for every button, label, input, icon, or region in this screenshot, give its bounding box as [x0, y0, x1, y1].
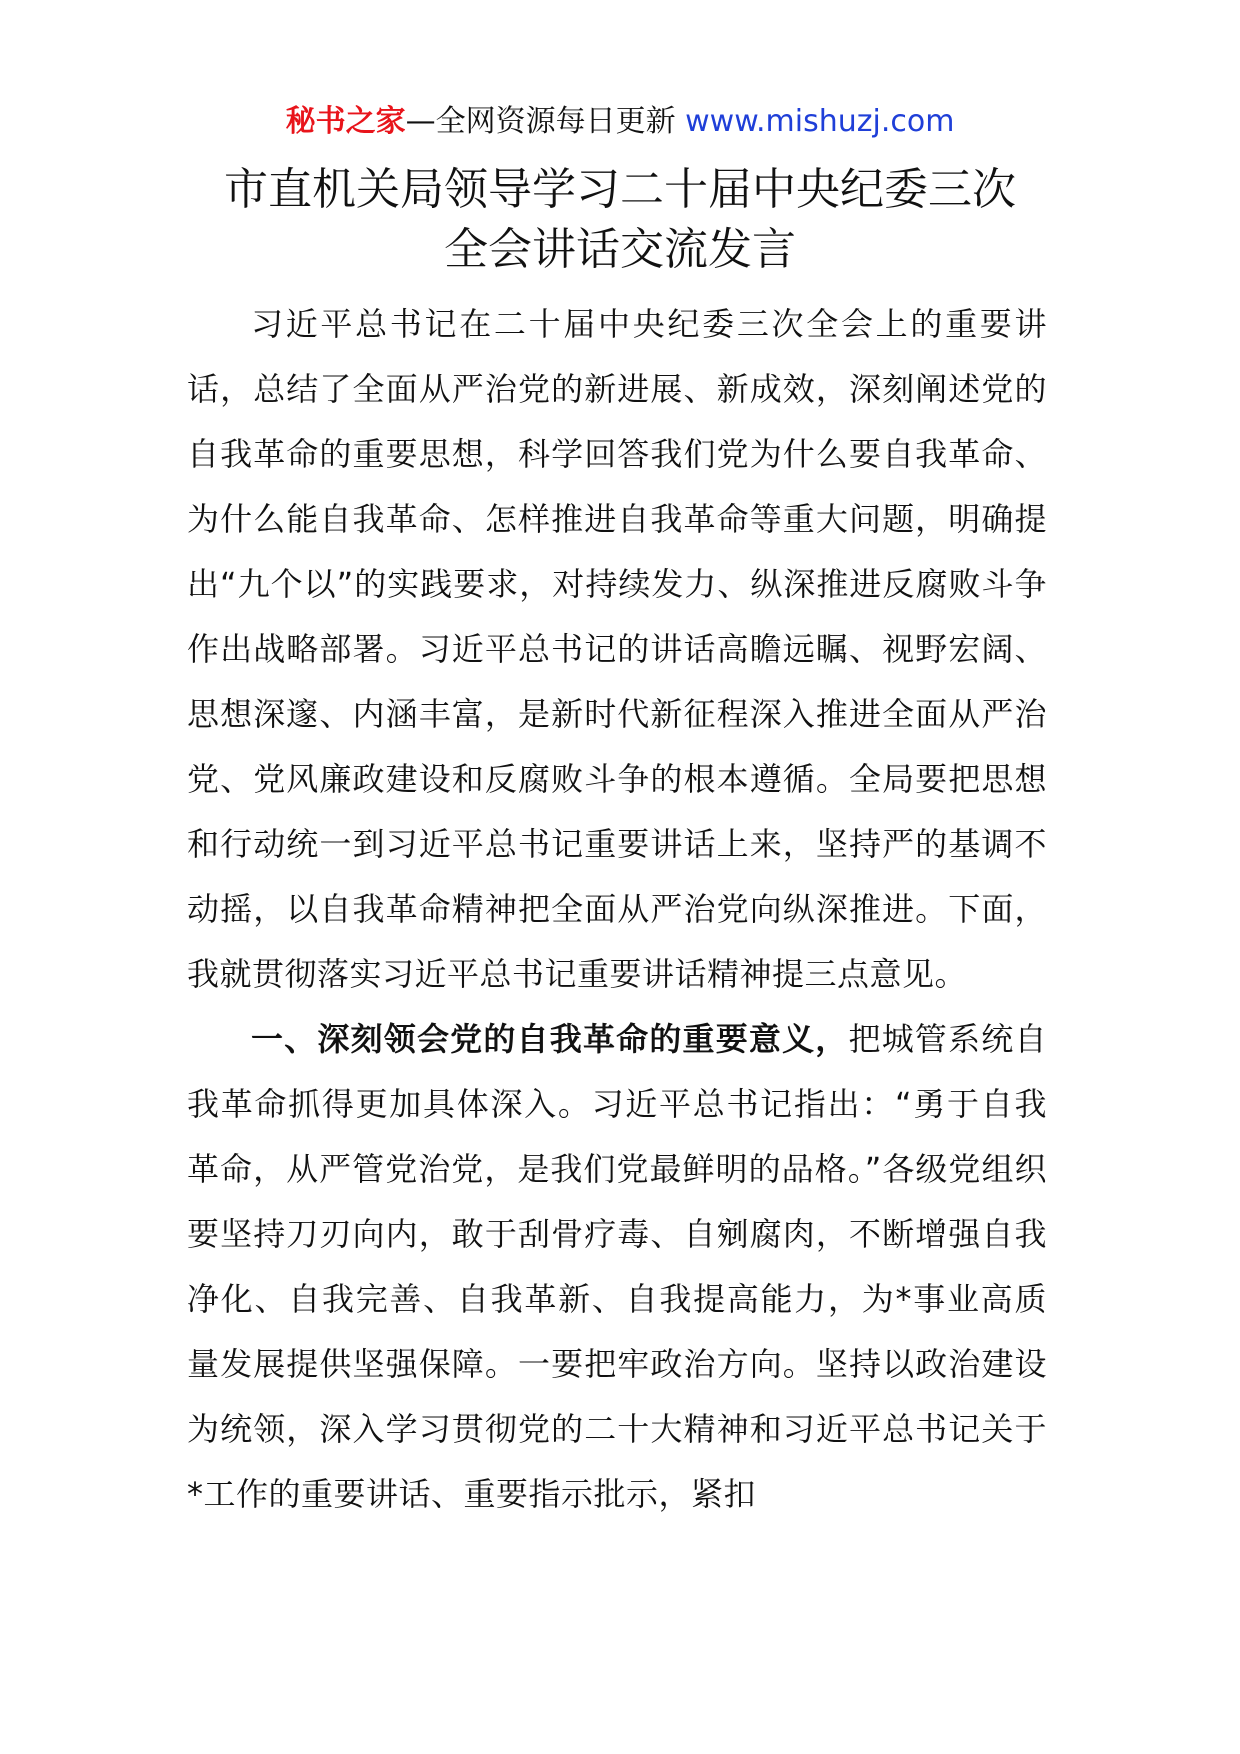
title-line-1: 市直机关局领导学习二十届中央纪委三次 [224, 164, 1016, 215]
site-header [0, 100, 1240, 144]
paragraph [187, 1007, 1047, 1527]
site-url-link[interactable]: www.mishuzj.com [685, 104, 955, 139]
paragraph-lead: 一、深刻领会党的自我革命的重要意义， [251, 1020, 849, 1058]
title-line-2: 全会讲话交流发言 [444, 224, 796, 275]
paragraph-text: 把城管系统自我革命抓得更加具体深入。习近平总书记指出：“勇于自我革命，从严管党治党，是我们党最鲜明的品格。”各级党组织要坚持刀刃向内，敢于刮骨疗毒、自剜腐肉，不断增强自我净化、自我完善、自我革新、自我提高能力，为*事业高质量发展提供坚强保障。一要把牢政治方向。坚持以政治建设为统领，深入学习贯彻党的二十大精神和习近平总书记关于*工作的重要讲话、重要指示批示，紧扣 [187, 1020, 1047, 1513]
paragraph [187, 292, 1047, 1007]
paragraph-text: 习近平总书记在二十届中央纪委三次全会上的重要讲话，总结了全面从严治党的新进展、新成效，深刻阐述党的自我革命的重要思想，科学回答我们党为什么要自我革命、为什么能自我革命、怎样推进自我革命等重大问题，明确提出“九个以”的实践要求，对持续发力、纵深推进反腐败斗争作出战略部署。习近平总书记的讲话高瞻远瞩、视野宏阔、思想深邃、内涵丰富，是新时代新征程深入推进全面从严治党、党风廉政建设和反腐败斗争的根本遵循。全局要把思想和行动统一到习近平总书记重要讲话上来，坚持严的基调不动摇，以自我革命精神把全面从严治党向纵深推进。下面，我就贯彻落实习近平总书记重要讲话精神提三点意见。 [187, 305, 1047, 993]
document-title [170, 160, 1070, 280]
document-body [187, 292, 1047, 1527]
brand-name: 秘书之家 [285, 104, 406, 139]
header-tagline: —全网资源每日更新 [405, 104, 686, 139]
